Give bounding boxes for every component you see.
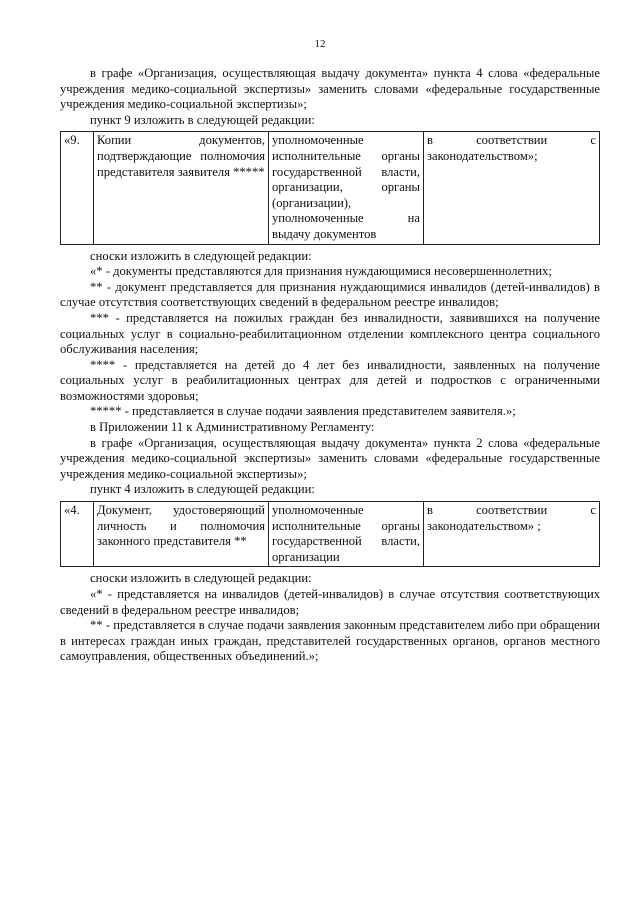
paragraph-amend-column: в графе «Организация, осуществляющая выдачу документа» пункта 4 слова «федеральные учреждения медико-социальной экспертизы» заменить словами «федеральные государственные учреждения медико-социальной экспертизы»;: [60, 66, 600, 112]
table-cell-number: «4.: [61, 502, 94, 567]
paragraph-item-4-intro: пункт 4 изложить в следующей редакции:: [90, 482, 315, 497]
table-cell-basis: в соответствии с законодательством»;: [424, 132, 600, 244]
footnote-7: ** - представляется в случае подачи заявления законным представителем либо при обращении в интересах граждан иных граждан, представителей государственных органов, органов местного самоуправления, общественных объединений.»;: [60, 618, 600, 664]
footnote-1: «* - документы представляются для признания нуждающимися несовершеннолетних;: [90, 264, 552, 279]
paragraph-footnotes-intro: сноски изложить в следующей редакции:: [90, 248, 312, 263]
table-row: [61, 132, 600, 244]
footnote-4: **** - представляется на детей до 4 лет без инвалидности, заявленных на получение социальных услуг в реабилитационных центрах для детей и подростков с ограниченными возможностями здоровья;: [60, 357, 600, 403]
table-item-9: [60, 131, 600, 244]
table-cell-organization: уполномоченные исполнительные органы государственной власти, организации: [269, 502, 424, 567]
paragraph-amend-column-2: в графе «Организация, осуществляющая выдачу документа» пункта 2 слова «федеральные учреждения медико-социальной экспертизы» заменить словами «федеральные государственные учреждения медико-социальной экспертизы»;: [60, 435, 600, 481]
table-cell-basis: в соответствии с законодательством» ;: [424, 502, 600, 567]
page-number: 12: [314, 38, 326, 50]
paragraph-appendix-11: в Приложении 11 к Административному Регламенту:: [90, 420, 375, 435]
paragraph-item-9-intro: пункт 9 изложить в следующей редакции:: [90, 112, 315, 127]
table-cell-number: «9.: [61, 132, 94, 244]
footnote-3: *** - представляется на пожилых граждан без инвалидности, заявившихся на получение социальных услуг в социально-реабилитационном отделении комплексного центра социального обслуживания населения;: [60, 310, 600, 357]
table-row: [61, 502, 600, 567]
table-cell-document: Копии документов, подтверждающие полномочия представителя заявителя *****: [94, 132, 269, 244]
document-body: [60, 66, 600, 665]
table-item-4: [60, 501, 600, 567]
table-cell-organization: уполномоченные исполнительные органы государственной власти, организации, органы (организации), уполномоченные на выдачу документов: [269, 132, 424, 244]
table-cell-document: Документ, удостоверяющий личность и полномочия законного представителя **: [94, 502, 269, 567]
paragraph-footnotes-intro-2: сноски изложить в следующей редакции:: [90, 571, 312, 586]
footnote-2: ** - документ представляется для признания нуждающимися инвалидов (детей-инвалидов) в случае отсутствия соответствующих сведений в федеральном реестре инвалидов;: [60, 279, 600, 310]
footnote-6: «* - представляется на инвалидов (детей-инвалидов) в случае отсутствия соответствующих сведений в федеральном реестре инвалидов;: [60, 587, 600, 617]
footnote-5: ***** - представляется в случае подачи заявления представителем заявителя.»;: [90, 404, 516, 419]
